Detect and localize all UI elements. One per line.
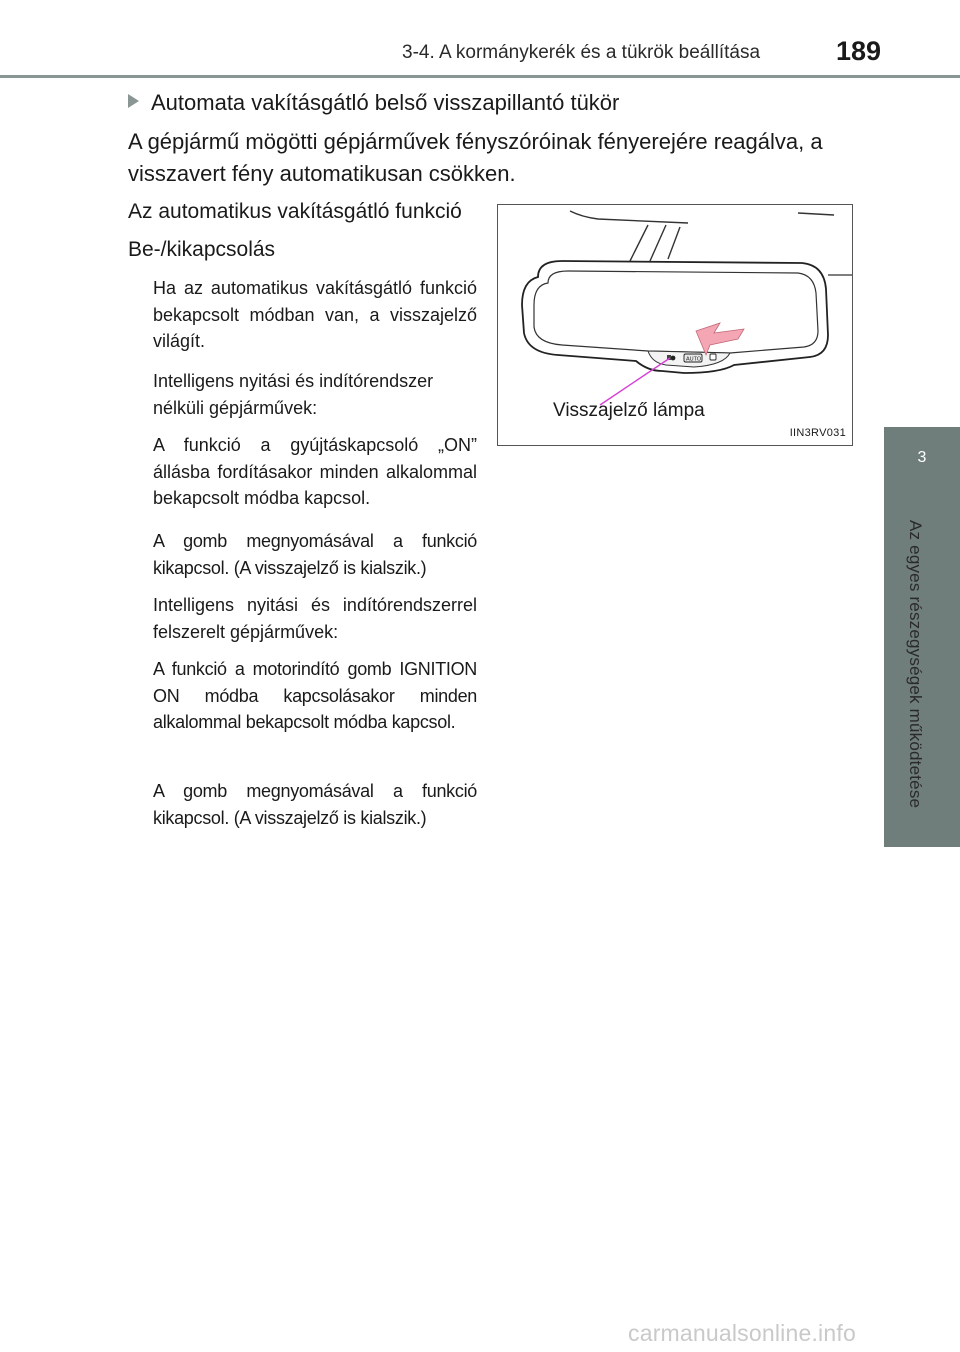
intro-paragraph: A gépjármű mögötti gépjárművek fényszóróinak fényerejére reagálva, a visszavert fény automatikusan csökken. [128, 129, 823, 186]
triangle-bullet-icon [128, 94, 139, 108]
watermark: carmanualsonline.info [628, 1320, 856, 1346]
indicator-pointer-line [600, 358, 670, 405]
section-heading [128, 90, 619, 116]
header-rule [0, 75, 960, 78]
subheading-onoff: Be-/kikapcsolás [128, 238, 276, 261]
paragraph-ignition-on: A funkció a gyújtáskapcsoló „ON” állásba fordításakor minden alkalommal bekapcsolt módba kapcsol. [153, 435, 477, 508]
paragraph-no-smart-key: Intelligens nyitási és indítórendszer nélküli gépjárművek: [153, 371, 434, 418]
section-heading-text: Automata vakításgátló belső visszapillantó tükör [151, 90, 620, 115]
paragraph-smart-key: Intelligens nyitási és indítórendszerrel felszerelt gépjárművek: [153, 595, 477, 642]
mirror-figure [497, 204, 853, 446]
chapter-number: 3 [917, 449, 927, 466]
paragraph-indicator: Ha az automatikus vakításgátló funkció bekapcsolt módban van, a visszajelző világít. [153, 278, 477, 351]
figure-code: IIN3RV031 [789, 427, 846, 439]
paragraph-ignition-button: A funkció a motorindító gomb IGNITION ON módba kapcsolásakor minden alkalommal bekapcsolt módba kapcsol. [153, 659, 477, 732]
chapter-title: Az egyes részegységek működtetése [906, 520, 925, 809]
subheading-function: Az automatikus vakításgátló funkció [128, 200, 462, 223]
page-number: 189 [836, 36, 882, 66]
paragraph-button-off-1: A gomb megnyomásával a funkció kikapcsol. (A visszajelző is kialszik.) [153, 531, 477, 578]
figure-caption: Visszajelző lámpa [553, 400, 705, 421]
auto-button-label: AUTO [686, 356, 702, 363]
paragraph-button-off-2: A gomb megnyomásával a funkció kikapcsol. (A visszajelző is kialszik.) [153, 781, 477, 828]
header-title: 3-4. A kormánykerék és a tükrök beállítása [402, 42, 761, 63]
